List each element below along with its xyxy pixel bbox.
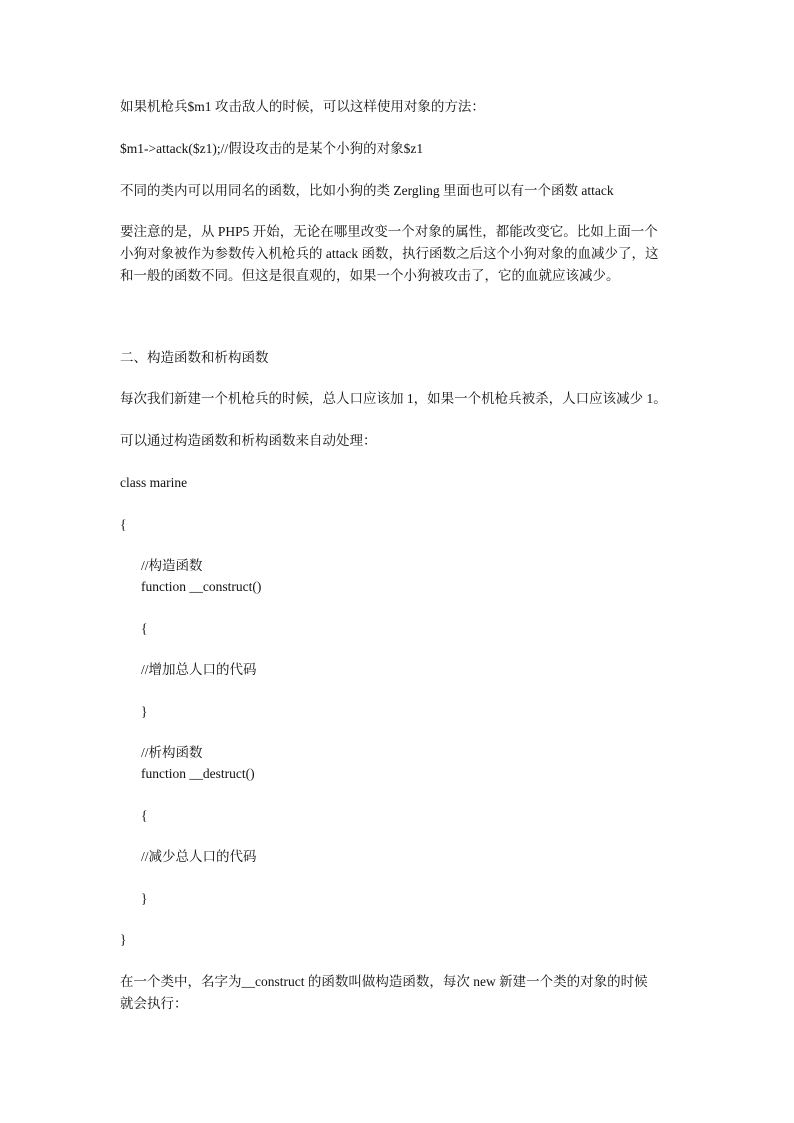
code-comment-destructor: //析构函数	[141, 745, 203, 760]
code-destructor-close-brace: }	[141, 891, 148, 906]
code-constructor-body: //增加总人口的代码	[141, 662, 257, 677]
code-open-brace: {	[120, 517, 127, 532]
paragraph-auto-handle: 可以通过构造函数和析构函数来自动处理：	[120, 433, 377, 448]
code-constructor-signature: function __construct()	[141, 579, 262, 594]
paragraph-php5-note-line-1: 要注意的是，从 PHP5 开始，无论在哪里改变一个对象的属性，都能改变它。比如上面一个	[120, 224, 658, 239]
paragraph-population: 每次我们新建一个机枪兵的时候，总人口应该加 1，如果一个机枪兵被杀，人口应该减少 1。	[120, 391, 667, 406]
paragraph-same-name-functions: 不同的类内可以用同名的函数，比如小狗的类 Zergling 里面也可以有一个函数 attack	[120, 183, 614, 198]
code-close-brace: }	[120, 932, 127, 947]
paragraph-attack-usage: 如果机枪兵$m1 攻击敌人的时候，可以这样使用对象的方法：	[120, 99, 485, 114]
code-attack-call: $m1->attack($z1);//假设攻击的是某个小狗的对象$z1	[120, 141, 424, 156]
code-destructor-signature: function __destruct()	[141, 766, 255, 781]
code-destructor-open-brace: {	[141, 808, 148, 823]
paragraph-php5-note-line-2: 小狗对象被作为参数传入机枪兵的 attack 函数，执行函数之后这个小狗对象的血减少了，这	[120, 246, 659, 261]
code-class-declaration: class marine	[120, 475, 188, 490]
paragraph-construct-explain-line-1: 在一个类中，名字为__construct 的函数叫做构造函数，每次 new 新建一个类的对象的时候	[120, 974, 648, 989]
code-comment-constructor: //构造函数	[141, 558, 203, 573]
code-destructor-body: //减少总人口的代码	[141, 849, 257, 864]
paragraph-php5-note-line-3: 和一般的函数不同。但这是很直观的，如果一个小狗被攻击了，它的血就应该减少。	[120, 268, 620, 283]
code-constructor-close-brace: }	[141, 704, 148, 719]
code-constructor-open-brace: {	[141, 621, 148, 636]
paragraph-construct-explain-line-2: 就会执行：	[120, 996, 188, 1011]
section-heading: 二、构造函数和析构函数	[120, 350, 269, 365]
